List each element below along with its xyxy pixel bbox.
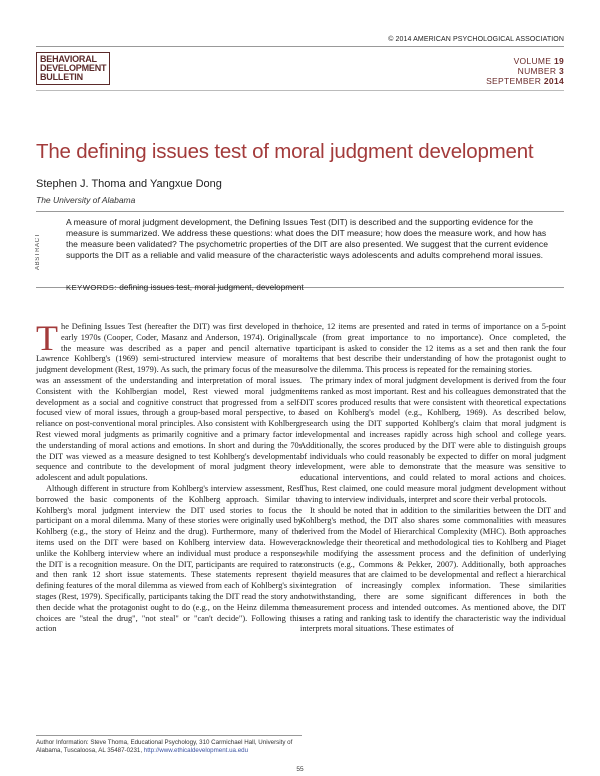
body-column-left: [36, 318, 302, 635]
abstract-label: ABSTRACT: [35, 233, 41, 271]
footnote-text: Author Information: Steve Thoma, Educational Psychology, 310 Carmichael Hall, University of Alabama, Tuscaloosa, AL 35487-0231,: [36, 739, 293, 754]
abstract-text: A measure of moral judgment development, the Defining Issues Test (DIT) is described and the supporting evidence for the measure is summarized. We address these questions: what does the DIT measure; how does the measure work, and how has the measure been validated? The psychometric properties of the DIT are also presented. We suggest that the current evidence supports the DIT as a reliable and valid measure of the characteristic ways adolescents and adults comprehend moral issues.: [66, 217, 549, 260]
author-footnote: [36, 739, 302, 755]
paragraph-text: he Defining Issues Test (hereafter the DIT) was first developed in the early 1970s (Cooper, Coder, Masanz and Anderson, 1974). Originally the measure was described as a paper and pencil alternative to Lawrence Kohlberg's (1969) semi-structured interview measure of moral judgment development (Rest, 1979). As such, the primary focus of the measure was an assessment of the understanding and interpretation of moral issues. Consistent with the Kohlbergian model, Rest viewed moral judgment development as a social and cognitive construct that progressed from a self-focused view of moral issues, through a group-based moral perspective, to a reliance on post-conventional moral principles. Also consistent with Kohlberg, Rest viewed moral judgments as primarily cognitive and a primary factor in the understanding of moral actions and emotions. In short and during the 70s the DIT was viewed as a measure designed to test Kohlberg's developmental sequence and contribute to the development of moral judgment theory in adolescent and adult populations.: [36, 322, 302, 483]
author-affiliation: The University of Alabama: [36, 195, 136, 205]
body-column-right: [300, 322, 566, 635]
body-paragraph: Although different in structure from Kohlberg's interview assessment, Rest borrowed the basic components of the Kohlberg approach. Similar to Kohlberg's moral judgment interview the DIT used stories to focus the participant on a moral dilemma. Many of these stories were originally used by Kohlberg (e.g., the story of Heinz and the drug). Furthermore, many of the items used on the DIT were based on Kohlberg interview data. However, unlike the Kohlberg interview where an individual must produce a response, the DIT is a recognition measure. On the DIT, participants are required to rate and then rank 12 short issue statements. These statements represent the defining features of the moral dilemma as viewed from each of Kohlberg's six-stages (Rest, 1979). Specifically, participants taking the DIT read the story and then decide what the protagonist ought to do (e.g., on the Heinz dilemma the choices are "steal the drug", "not steal" or "can't decide"). Following this action: [36, 483, 302, 634]
keywords-label: KEYWORDS:: [66, 283, 117, 292]
footnote-rule: [36, 735, 302, 736]
volume-label: VOLUME: [513, 56, 552, 66]
body-paragraph: [36, 318, 302, 484]
copyright-notice: © 2014 AMERICAN PSYCHOLOGICAL ASSOCIATION: [388, 36, 564, 43]
logo-rule: [36, 90, 564, 91]
issue-month: SEPTEMBER: [486, 76, 542, 86]
journal-logo: [36, 52, 110, 85]
number-label: NUMBER: [517, 66, 557, 76]
issue-info: [486, 56, 564, 86]
volume-value: 19: [553, 56, 564, 66]
footnote-link[interactable]: http://www.ethicaldevelopment.ua.edu: [143, 747, 249, 754]
keywords-list: defining issues test, moral judgment, development: [119, 282, 304, 292]
keywords: [66, 282, 556, 292]
header-rule: [36, 46, 564, 47]
logo-line-3: BULLETIN: [40, 72, 83, 82]
body-paragraph: It should be noted that in addition to the similarities between the DIT and Kohlberg's method, the DIT also shares some commonalities with measures derived from the Model of Hierarchical Complexity (MHC). Both approaches acknowledge their theoretical and methodological ties to Kohlberg and Piaget while modifying the assessment process and the definition of underlying constructs (e.g., Commons & Pekker, 2007). Additionally, both approaches yield measures that are claimed to be developmental and reflect a hierarchical integration of increasingly complex information. These similarities notwithstanding, there are some significant differences in both the measurement process and intended outcomes. As mentioned above, the DIT uses a rating and ranking task to identify the characteristic way the individual interprets moral situations. These estimates of: [300, 505, 566, 634]
logo-line-1: BEHAVIORAL: [40, 54, 97, 64]
page-number: 55: [296, 766, 304, 773]
article-authors: Stephen J. Thoma and Yangxue Dong: [36, 178, 222, 190]
drop-cap: T: [36, 318, 58, 358]
body-paragraph: The primary index of moral judgment development is derived from the four items ranked as most important. Rest and his colleagues demonstrated that the DIT scores produced results that were consistent with theoretical expectations based on Kohlberg's model (e.g., Kohlberg, 1969). As described below, research using the DIT supported Kohlberg's claim that moral judgment is developmental and increases rapidly across high school and college years. Additionally, the scores produced by the DIT were able to distinguish groups of individuals who could reasonably be expected to differ on moral judgment development, were able to demonstrate that the measure was sensitive to educational interventions, and could related to moral actions and choices. Thus, Rest claimed, one could measure moral judgment development without having to interview individuals, interpret and score their verbal protocols.: [300, 375, 566, 504]
issue-year: 2014: [543, 76, 564, 86]
body-paragraph: choice, 12 items are presented and rated in terms of importance on a 5-point scale (from great importance to no importance). Once completed, the participant is asked to consider the 12 items as a set and then rank the four items that best describe their understanding of how the protagonist ought to solve the dilemma. This process is repeated for the remaining stories.: [300, 322, 566, 375]
number-value: 3: [558, 66, 564, 76]
article-title: The defining issues test of moral judgment development: [36, 140, 534, 163]
logo-line-2: DEVELOPMENT: [40, 63, 107, 73]
